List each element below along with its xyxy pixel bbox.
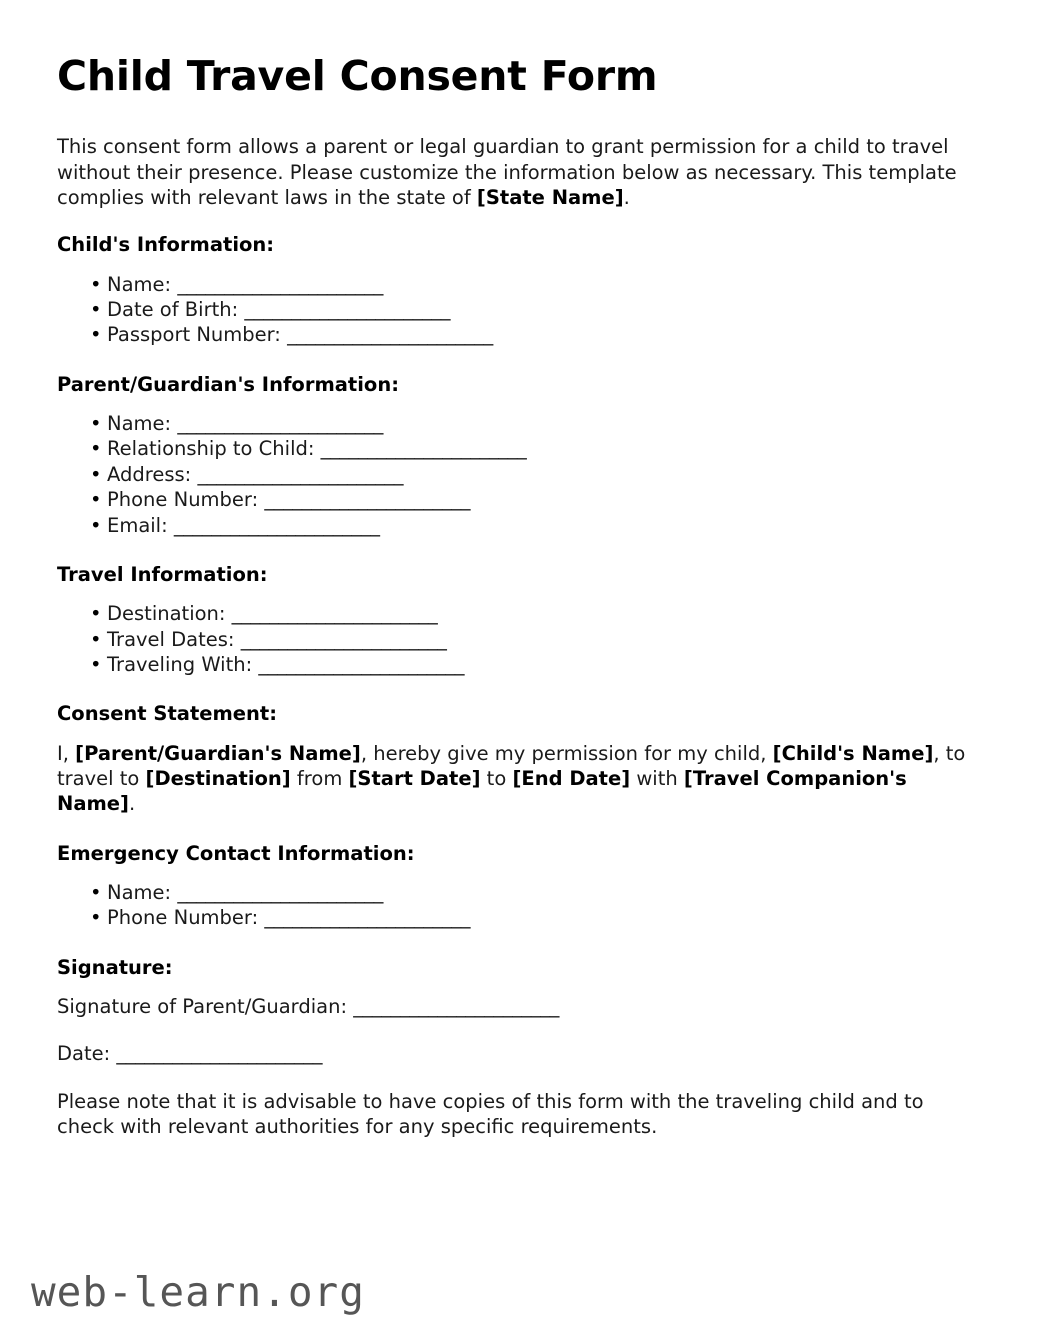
- consent-placeholder-end-date: [End Date]: [512, 766, 631, 790]
- list-item: [57, 880, 977, 905]
- bullet-icon: •: [90, 298, 102, 322]
- consent-placeholder-start-date: [Start Date]: [348, 766, 481, 790]
- date-blank[interactable]: ______________________: [116, 1042, 323, 1066]
- field-blank[interactable]: ______________________: [177, 880, 384, 904]
- consent-text-2: , hereby give my permission for my child,: [360, 741, 773, 765]
- intro-paragraph: [57, 134, 977, 210]
- signature-line: [57, 994, 977, 1019]
- section-heading-signature: Signature:: [57, 955, 173, 979]
- field-blank[interactable]: ______________________: [177, 272, 384, 296]
- consent-placeholder-parent-name: [Parent/Guardian's Name]: [75, 741, 361, 765]
- section-heading-parent-guardian-information: Parent/Guardian's Information:: [57, 372, 400, 396]
- list-item: [57, 272, 977, 297]
- bullet-icon: •: [90, 437, 102, 461]
- list-item: [57, 297, 977, 322]
- consent-placeholder-child-name: [Child's Name]: [772, 741, 934, 765]
- date-label: Date:: [57, 1042, 111, 1066]
- list-item: [57, 905, 977, 930]
- list-item: [57, 601, 977, 626]
- list-item: [57, 652, 977, 677]
- intro-text-after: .: [623, 186, 630, 210]
- section-heading-consent-statement: Consent Statement:: [57, 702, 278, 726]
- list-item: [57, 487, 977, 512]
- consent-statement-paragraph: [57, 741, 977, 817]
- bullet-icon: •: [90, 652, 102, 676]
- field-label: Date of Birth:: [107, 298, 239, 322]
- bullet-icon: •: [90, 513, 102, 537]
- page-title: Child Travel Consent Form: [57, 52, 658, 100]
- consent-placeholder-travel-companion: [Travel Companion's Name]: [57, 766, 907, 816]
- signature-blank[interactable]: ______________________: [353, 994, 559, 1018]
- field-list-child-information: [57, 272, 977, 348]
- field-label: Phone Number:: [107, 488, 259, 512]
- list-item: [57, 322, 977, 347]
- consent-text-4: from: [290, 766, 349, 790]
- signature-block: [57, 955, 977, 1067]
- field-blank[interactable]: ______________________: [231, 602, 438, 626]
- consent-text-6: with: [630, 766, 684, 790]
- consent-statement-block: [57, 701, 977, 816]
- bullet-icon: •: [90, 272, 102, 296]
- field-label: Name:: [107, 880, 172, 904]
- section-heading-emergency-contact: Emergency Contact Information:: [57, 841, 415, 865]
- field-blank[interactable]: ______________________: [244, 298, 451, 322]
- field-label: Phone Number:: [107, 906, 259, 930]
- field-list-parent-guardian-information: [57, 411, 977, 538]
- watermark: web-learn.org: [31, 1268, 365, 1316]
- list-item: [57, 462, 977, 487]
- field-blank[interactable]: ______________________: [258, 652, 465, 676]
- field-blank[interactable]: ______________________: [240, 627, 447, 651]
- field-blank[interactable]: ______________________: [177, 412, 384, 436]
- list-item: [57, 513, 977, 538]
- bullet-icon: •: [90, 488, 102, 512]
- bullet-icon: •: [90, 412, 102, 436]
- field-label: Address:: [107, 462, 192, 486]
- footnote-paragraph: Please note that it is advisable to have copies of this form with the traveling child and to check with relevant authorities for any specific requirements.: [57, 1089, 924, 1138]
- field-label: Passport Number:: [107, 323, 281, 347]
- date-line: [57, 1041, 977, 1066]
- field-blank[interactable]: ______________________: [173, 513, 380, 537]
- consent-text-5: to: [480, 766, 513, 790]
- bullet-icon: •: [90, 906, 102, 930]
- field-label: Name:: [107, 412, 172, 436]
- section-heading-child-information: Child's Information:: [57, 233, 275, 257]
- consent-placeholder-destination: [Destination]: [145, 766, 291, 790]
- bullet-icon: •: [90, 462, 102, 486]
- field-label: Relationship to Child:: [107, 437, 315, 461]
- field-label: Traveling With:: [107, 652, 253, 676]
- bullet-icon: •: [90, 602, 102, 626]
- field-list-travel-information: [57, 601, 977, 677]
- bullet-icon: •: [90, 323, 102, 347]
- list-item: [57, 627, 977, 652]
- intro-text-before: This consent form allows a parent or legal guardian to grant permission for a child to travel without their presence. Please customize the information below as necessary. This template complies with relevant laws in the state of: [57, 135, 957, 210]
- field-label: Email:: [107, 513, 168, 537]
- intro-state-placeholder: [State Name]: [476, 186, 624, 210]
- list-item: [57, 411, 977, 436]
- bullet-icon: •: [90, 627, 102, 651]
- field-blank[interactable]: ______________________: [287, 323, 493, 347]
- field-blank[interactable]: ______________________: [320, 437, 527, 461]
- field-label: Travel Dates:: [107, 627, 235, 651]
- field-blank[interactable]: ______________________: [264, 488, 471, 512]
- list-item: [57, 436, 977, 461]
- field-label: Destination:: [107, 602, 226, 626]
- document-content: [57, 52, 977, 1161]
- consent-text-7: .: [128, 792, 136, 816]
- field-label: Name:: [107, 272, 172, 296]
- section-heading-travel-information: Travel Information:: [57, 562, 268, 586]
- consent-text-3: , to travel to: [57, 741, 966, 790]
- field-blank[interactable]: ______________________: [197, 462, 404, 486]
- field-list-emergency-contact: [57, 880, 977, 931]
- bullet-icon: •: [90, 880, 102, 904]
- consent-text-1: I,: [57, 741, 76, 765]
- signature-label: Signature of Parent/Guardian:: [57, 994, 348, 1018]
- field-blank[interactable]: ______________________: [264, 906, 471, 930]
